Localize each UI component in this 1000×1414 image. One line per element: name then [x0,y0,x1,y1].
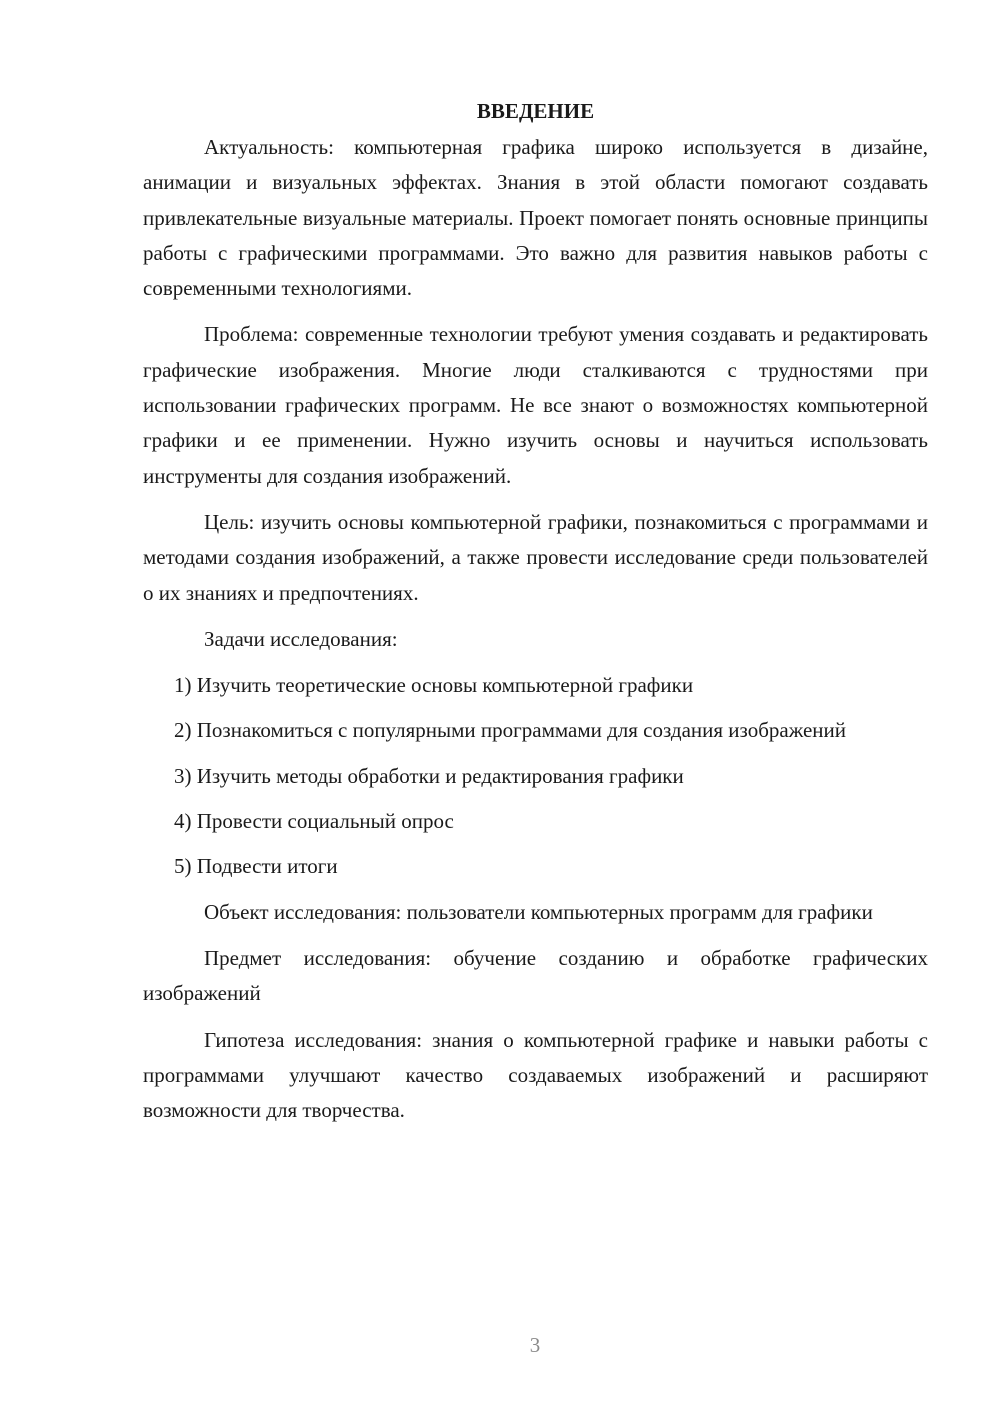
page-title: ВВЕДЕНИЕ [476,99,595,123]
task-item-3: 3) Изучить методы обработки и редактирования графики [174,763,684,788]
tasks-heading: Задачи исследования: [204,626,398,651]
document-page [143,96,928,1139]
object-paragraph: Объект исследования: пользователи компьютерных программ для графики [204,899,873,924]
task-item-4: 4) Провести социальный опрос [174,809,454,834]
task-item-2: 2) Познакомиться с популярными программами для создания изображений [174,718,846,743]
hypothesis-paragraph: Гипотеза исследования: знания о компьютерной графике и навыки работы с программами улучшают качество создаваемых изображений и расширяют возможности для творчества. [143,1027,928,1123]
goal-paragraph: Цель: изучить основы компьютерной графики, познакомиться с программами и методами создания изображений, а также провести исследование среди пользователей о их знаниях и предпочтениях. [143,509,928,605]
relevance-paragraph: Актуальность: компьютерная графика широко используется в дизайне, анимации и визуальных эффектах. Знания в этой области помогают создавать привлекательные визуальные материалы. Проект помогает понять основные принципы работы с графическими программами. Это важно для развития навыков работы с современными технологиями. [143,135,928,301]
task-item-1: 1) Изучить теоретические основы компьютерной графики [174,673,694,698]
page-number: 3 [529,1333,541,1357]
subject-paragraph: Предмет исследования: обучение созданию и обработке графических изображений [143,945,928,1006]
problem-paragraph: Проблема: современные технологии требуют умения создавать и редактировать графические изображения. Многие люди сталкиваются с трудностями при использовании графических программ. Не все знают о возможностях компьютерной графики и ее применении. Нужно изучить основы и научиться использовать инструменты для создания изображений. [143,322,928,488]
task-item-5: 5) Подвести итоги [174,854,338,879]
